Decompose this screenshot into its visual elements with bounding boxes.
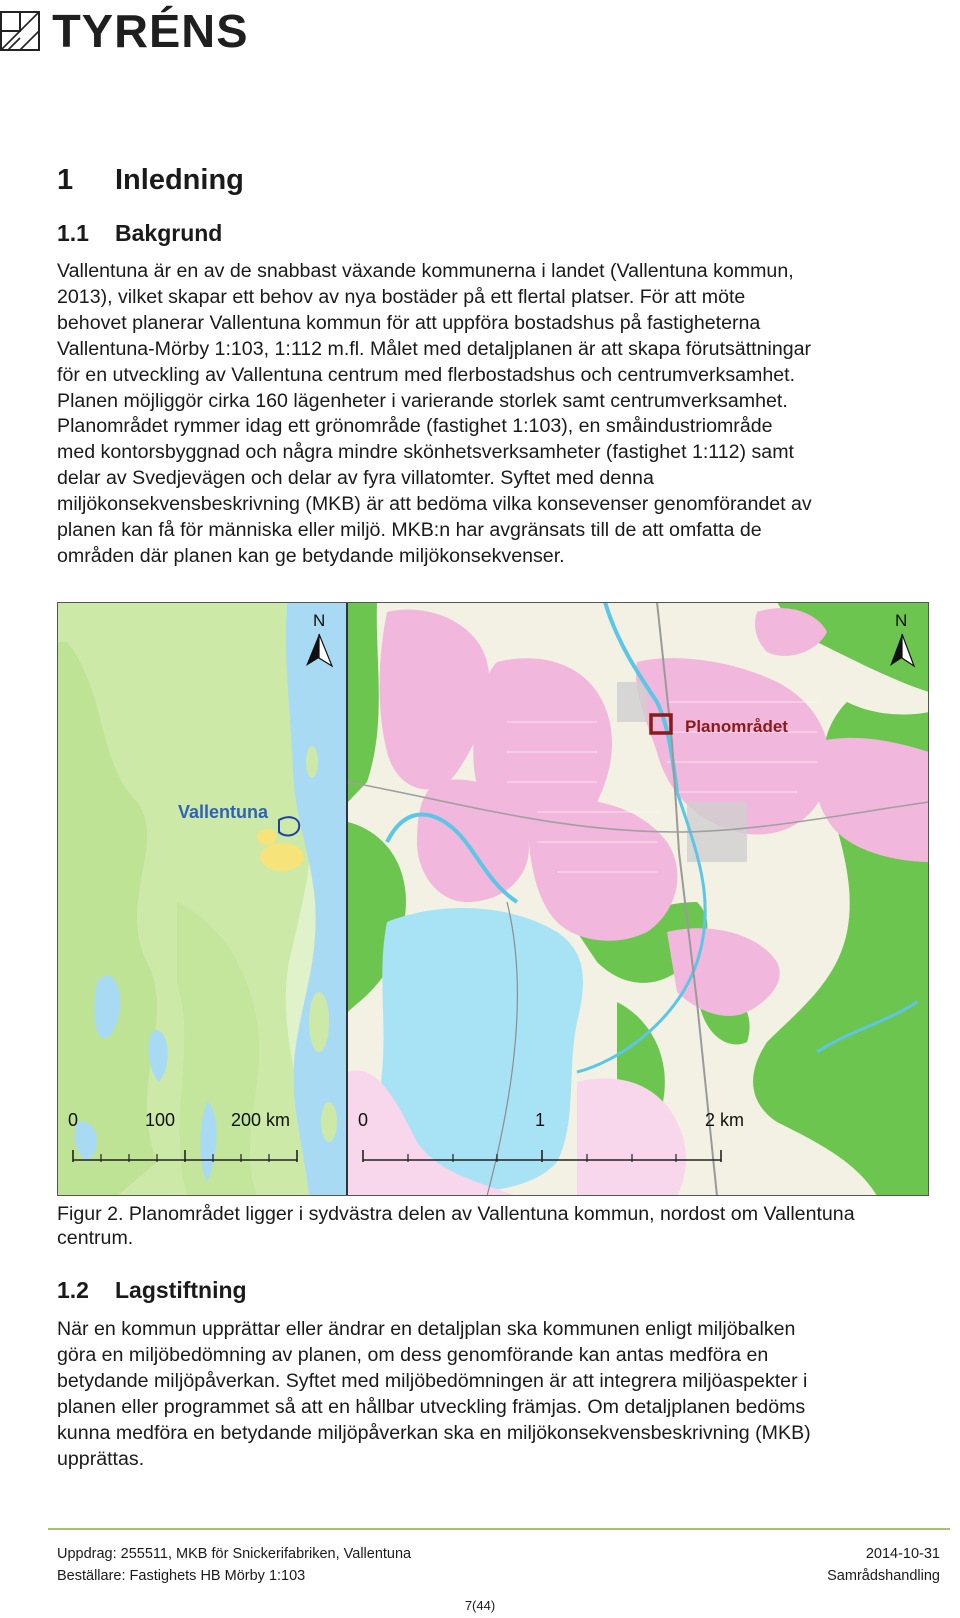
page-number: 7(44)	[464, 1598, 496, 1613]
logo-text: TYRÉNS	[52, 5, 249, 57]
heading-number: 1.1	[57, 220, 89, 246]
bakgrund-paragraph	[57, 259, 937, 570]
heading-number: 1.2	[57, 1277, 89, 1303]
scale-label: 1	[535, 1110, 546, 1130]
text-line: med kontorsbyggnad och några mindre skönhetsverksamheter (fastighet 1:112) samt	[57, 441, 794, 464]
figure-caption	[57, 1202, 937, 1250]
heading-title: Inledning	[115, 164, 244, 196]
vallentuna-label: Vallentuna	[178, 802, 269, 822]
text-line: planen kan få för människa eller miljö. MKB:n har avgränsats till de att omfatta de	[57, 519, 762, 542]
text-line: områden där planen kan ge betydande miljökonsekvenser.	[57, 544, 565, 567]
heading-lagstiftning	[57, 1277, 247, 1304]
scale-label: 200 km	[231, 1110, 291, 1130]
text-line: När en kommun upprättar eller ändrar en detaljplan ska kommunen enligt miljöbalken	[57, 1318, 796, 1340]
text-line: 2013), vilket skapar ett behov av nya bostäder på ett flertal platser. För att möte	[57, 285, 746, 308]
footer-date: 2014-10-31	[865, 1546, 940, 1562]
footer-client: Beställare: Fastighets HB Mörby 1:103	[57, 1568, 306, 1584]
scale-label: 0	[68, 1110, 79, 1130]
text-line: delar av Svedjevägen och delar av fyra villatomter. Syftet med denna	[57, 467, 654, 490]
scale-label: 100	[145, 1110, 176, 1130]
plan-area-label: Planområdet	[685, 717, 788, 736]
text-line: Planen möjliggör cirka 160 lägenheter i varierande storlek samt centrumverksamhet.	[57, 389, 788, 412]
text-line: behovet planerar Vallentuna kommun för att uppföra bostadshus på fastigheterna	[57, 311, 761, 334]
lagstiftning-paragraph	[57, 1317, 937, 1472]
tyrens-mark-icon	[0, 11, 40, 51]
footer-assignment: Uppdrag: 255511, MKB för Snickerifabriken, Vallentuna	[57, 1546, 412, 1562]
text-line: miljökonsekvensbeskrivning (MKB) är att bedöma vilka konsevenser genomförandet av	[57, 493, 812, 516]
text-line: göra en miljöbedömning av planen, om dess genomförande kan antas medföra en	[57, 1343, 769, 1366]
north-label: N	[895, 611, 908, 630]
text-line: betydande miljöpåverkan. Syftet med miljöbedömningen är att integrera miljöaspekter i	[57, 1369, 808, 1392]
location-maps-figure	[57, 602, 929, 1196]
text-line: upprättas.	[57, 1447, 145, 1470]
text-line: planen eller programmet så att en hållbar utveckling främjas. Om detaljplanen bedöms	[57, 1395, 806, 1418]
heading-number: 1	[57, 164, 74, 196]
company-logo	[0, 6, 247, 56]
local-map	[348, 602, 929, 1196]
text-line: kunna medföra en betydande miljöpåverkan ska en miljökonsekvensbeskrivning (MKB)	[57, 1421, 811, 1444]
heading-inledning	[57, 164, 244, 197]
text-line: Planområdet rymmer idag ett grönområde (fastighet 1:103), en småindustriområde	[57, 415, 773, 438]
north-label: N	[313, 611, 326, 630]
footer-divider	[48, 1528, 950, 1530]
text-line: Vallentuna är en av de snabbast växande kommunerna i landet (Vallentuna kommun,	[57, 260, 794, 282]
heading-bakgrund	[57, 220, 222, 247]
heading-title: Bakgrund	[115, 220, 223, 246]
text-line: för en utveckling av Vallentuna centrum med flerbostadshus och centrumverksamhet.	[57, 363, 796, 386]
scale-label: 2 km	[705, 1110, 745, 1130]
caption-line: Figur 2. Planområdet ligger i sydvästra delen av Vallentuna kommun, nordost om Vallentuna	[57, 1203, 855, 1225]
caption-line: centrum.	[57, 1227, 134, 1249]
scale-label: 0	[358, 1110, 369, 1130]
text-line: Vallentuna-Mörby 1:103, 1:112 m.fl. Målet med detaljplanen är att skapa förutsättningar	[57, 337, 812, 360]
heading-title: Lagstiftning	[115, 1277, 247, 1303]
overview-map	[57, 602, 347, 1196]
footer-status: Samrådshandling	[827, 1568, 940, 1584]
